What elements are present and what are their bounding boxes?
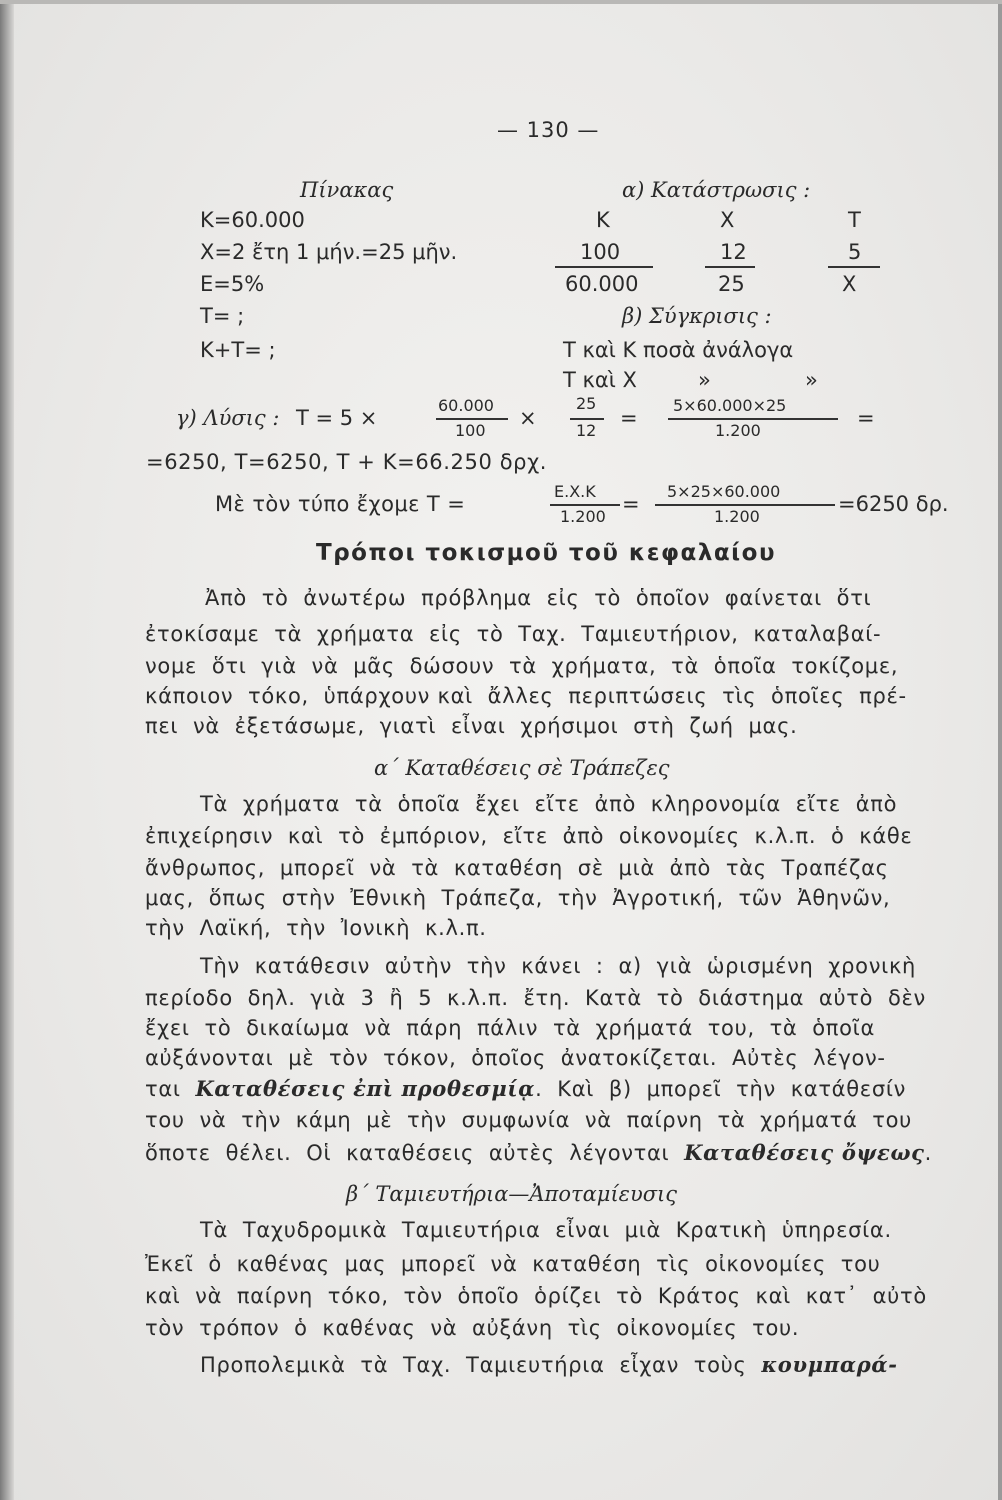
para1-line-4: κάποιον τόκο, ὑπάρχουν καὶ ἄλλες περιπτώσεις τὶς ὁποῖες πρέ- — [145, 684, 907, 708]
table-rule-t — [828, 266, 880, 268]
para1-line-2: ἐτοκίσαμε τὰ χρήματα εἰς τὸ Ταχ. Ταμιευτήριον, καταλαβαί- — [145, 622, 882, 646]
comparison-title: β) Σύγκρισις : — [622, 304, 772, 328]
solution-result-line: =6250, Τ=6250, Τ + Κ=66.250 δρχ. — [146, 450, 548, 474]
col-t: Τ — [848, 208, 861, 232]
frac3-denominator: 1.200 — [715, 421, 761, 440]
term-demand-deposits: Καταθέσεις ὄψεως — [684, 1140, 925, 1165]
times-sign: × — [519, 406, 537, 430]
equals-sign-2: = — [857, 406, 875, 430]
para3-line-3: ἔχει τὸ δικαίωμα νὰ πάρη πάλιν τὰ χρήματά του, τὰ ὁποῖα — [145, 1016, 875, 1040]
frac4-bar — [550, 504, 620, 506]
para3-line-7: ὅποτε θέλει. Οἱ καταθέσεις αὐτὲς λέγονται Καταθέσεις ὄψεως. — [145, 1140, 933, 1165]
solution-label: γ) Λύσις : — [176, 406, 280, 430]
page-top-edge — [0, 0, 1002, 4]
col-k: Κ — [596, 208, 610, 232]
para1-line-3: νομε ὅτι γιὰ νὰ μᾶς δώσουν τὰ χρήματα, τὰ ὁποῖα τοκίζομε, — [145, 654, 899, 678]
para2-line-1: Τὰ χρήματα τὰ ὁποῖα ἔχει εἴτε ἀπὸ κληρονομία εἴτε ἀπὸ — [200, 792, 898, 816]
given-k: Κ=60.000 — [200, 208, 305, 232]
frac2-denominator: 12 — [576, 421, 597, 440]
row2-t: Χ — [842, 272, 857, 296]
frac1-numerator: 60.000 — [438, 396, 494, 415]
row1-k: 100 — [580, 240, 621, 264]
page-left-edge-shadow — [0, 0, 14, 1500]
table-rule-x — [705, 266, 755, 268]
para2-line-5: τὴν Λαϊκή, τὴν Ἰονικὴ κ.λ.π. — [145, 916, 487, 940]
para1-line-5: πει νὰ ἐξετάσωμε, γιατὶ εἶναι χρήσιμοι στὴ ζωή μας. — [145, 714, 798, 738]
table-title-pinakas: Πίνακας — [300, 178, 394, 202]
solution-prefix: Τ = 5 × — [296, 406, 378, 430]
para2-line-3: ἄνθρωπος, μπορεῖ νὰ τὰ καταθέση σὲ μιὰ ἀπὸ τὰς Τραπέζας — [145, 856, 889, 880]
para4-line-1: Τὰ Ταχυδρομικὰ Ταμιευτήρια εἶναι μιὰ Κρατικὴ ὑπηρεσία. — [200, 1218, 892, 1242]
frac4-denominator: 1.200 — [560, 507, 606, 526]
frac1-denominator: 100 — [455, 421, 486, 440]
frac5-bar — [655, 504, 835, 506]
para4-line-4: τὸν τρόπον ὁ καθένας νὰ αὐξάνη τὶς οἰκονομίες του. — [145, 1316, 800, 1340]
frac5-denominator: 1.200 — [714, 507, 760, 526]
ditto-mark-2: » — [805, 368, 818, 392]
given-e: Ε=5% — [200, 272, 265, 296]
given-x: Χ=2 ἔτη 1 μήν.=25 μῆν. — [200, 240, 458, 264]
given-t: Τ= ; — [200, 304, 245, 328]
para3-line-1: Τὴν κατάθεσιν αὐτὴν τὴν κάνει : α) γιὰ ὡρισμένη χρονικὴ — [200, 954, 917, 978]
para4-line-2: Ἐκεῖ ὁ καθένας μας μπορεῖ νὰ καταθέση τὶς οἰκονομίες του — [145, 1252, 881, 1276]
para1-line-1: Ἀπὸ τὸ ἀνωτέρω πρόβλημα εἰς τὸ ὁποῖον φαίνεται ὅτι — [205, 586, 872, 610]
frac5-numerator: 5×25×60.000 — [667, 482, 781, 501]
comparison-line-2: Τ καὶ Χ — [563, 368, 637, 392]
row1-x: 12 — [720, 240, 747, 264]
frac3-bar — [668, 418, 838, 420]
comparison-line-1: Τ καὶ Κ ποσὰ ἀνάλογα — [563, 338, 794, 362]
equals-sign-3: = — [622, 492, 640, 516]
para2-line-4: μας, ὅπως στὴν Ἐθνικὴ Τράπεζα, τὴν Ἀγροτική, τῶν Ἀθηνῶν, — [145, 886, 891, 910]
tabulation-title: α) Κατάστρωσις : — [622, 178, 811, 202]
para3-line-4: αὐξάνονται μὲ τὸν τόκον, ὁποῖος ἀνατοκίζεται. Αὐτὲς λέγον- — [145, 1046, 886, 1070]
formula-text: Μὲ τὸν τύπο ἔχομε Τ = — [215, 492, 466, 516]
row1-t: 5 — [848, 240, 862, 264]
subheading-bank-deposits: α΄ Καταθέσεις σὲ Τράπεζες — [374, 756, 670, 780]
ditto-mark-1: » — [698, 368, 711, 392]
para2-line-2: ἐπιχείρησιν καὶ τὸ ἐμπόριον, εἴτε ἀπὸ οἰκονομίες κ.λ.π. ὁ κάθε — [145, 824, 913, 848]
col-x: Χ — [720, 208, 735, 232]
section-heading: Τρόποι τοκισμοῦ τοῦ κεφαλαίου — [316, 540, 776, 566]
page-number: — 130 — — [497, 118, 600, 142]
formula-result: =6250 δρ. — [838, 492, 949, 516]
row2-k: 60.000 — [565, 272, 639, 296]
frac2-bar — [570, 418, 604, 420]
para3-line-6: του νὰ τὴν κάμη μὲ τὴν συμφωνία νὰ παίρνη τὰ χρήματά του — [145, 1108, 913, 1132]
row2-x: 25 — [718, 272, 745, 296]
para5-line-1: Προπολεμικὰ τὰ Ταχ. Ταμιευτήρια εἶχαν τοὺς κουμπαρά- — [200, 1352, 898, 1377]
equals-sign-1: = — [620, 406, 638, 430]
subheading-savings-banks: β΄ Ταμιευτήρια—Ἀποταμίευσις — [346, 1182, 678, 1206]
para3-line-5: ται Καταθέσεις ἐπὶ προθεσμίᾳ. Καὶ β) μπορεῖ τὴν κατάθεσίν — [145, 1076, 907, 1101]
term-fixed-deposits: Καταθέσεις ἐπὶ προθεσμίᾳ — [195, 1076, 536, 1101]
para4-line-3: καὶ νὰ παίρνη τόκο, τὸν ὁποῖο ὁρίζει τὸ Κράτος καὶ κατ᾿ αὐτὸ — [145, 1284, 927, 1308]
frac3-numerator: 5×60.000×25 — [673, 396, 787, 415]
para3-line-2: περίοδο δηλ. γιὰ 3 ἢ 5 κ.λ.π. ἔτη. Κατὰ τὸ διάστημα αὐτὸ δὲν — [145, 986, 926, 1010]
frac1-bar — [436, 418, 508, 420]
frac2-numerator: 25 — [576, 394, 597, 413]
term-piggy-banks: κουμπαρά- — [761, 1352, 898, 1377]
table-rule-k — [555, 266, 653, 268]
given-k-plus-t: Κ+Τ= ; — [200, 338, 276, 362]
frac4-numerator: Ε.Χ.Κ — [554, 482, 596, 501]
page-right-edge — [998, 0, 1002, 1500]
